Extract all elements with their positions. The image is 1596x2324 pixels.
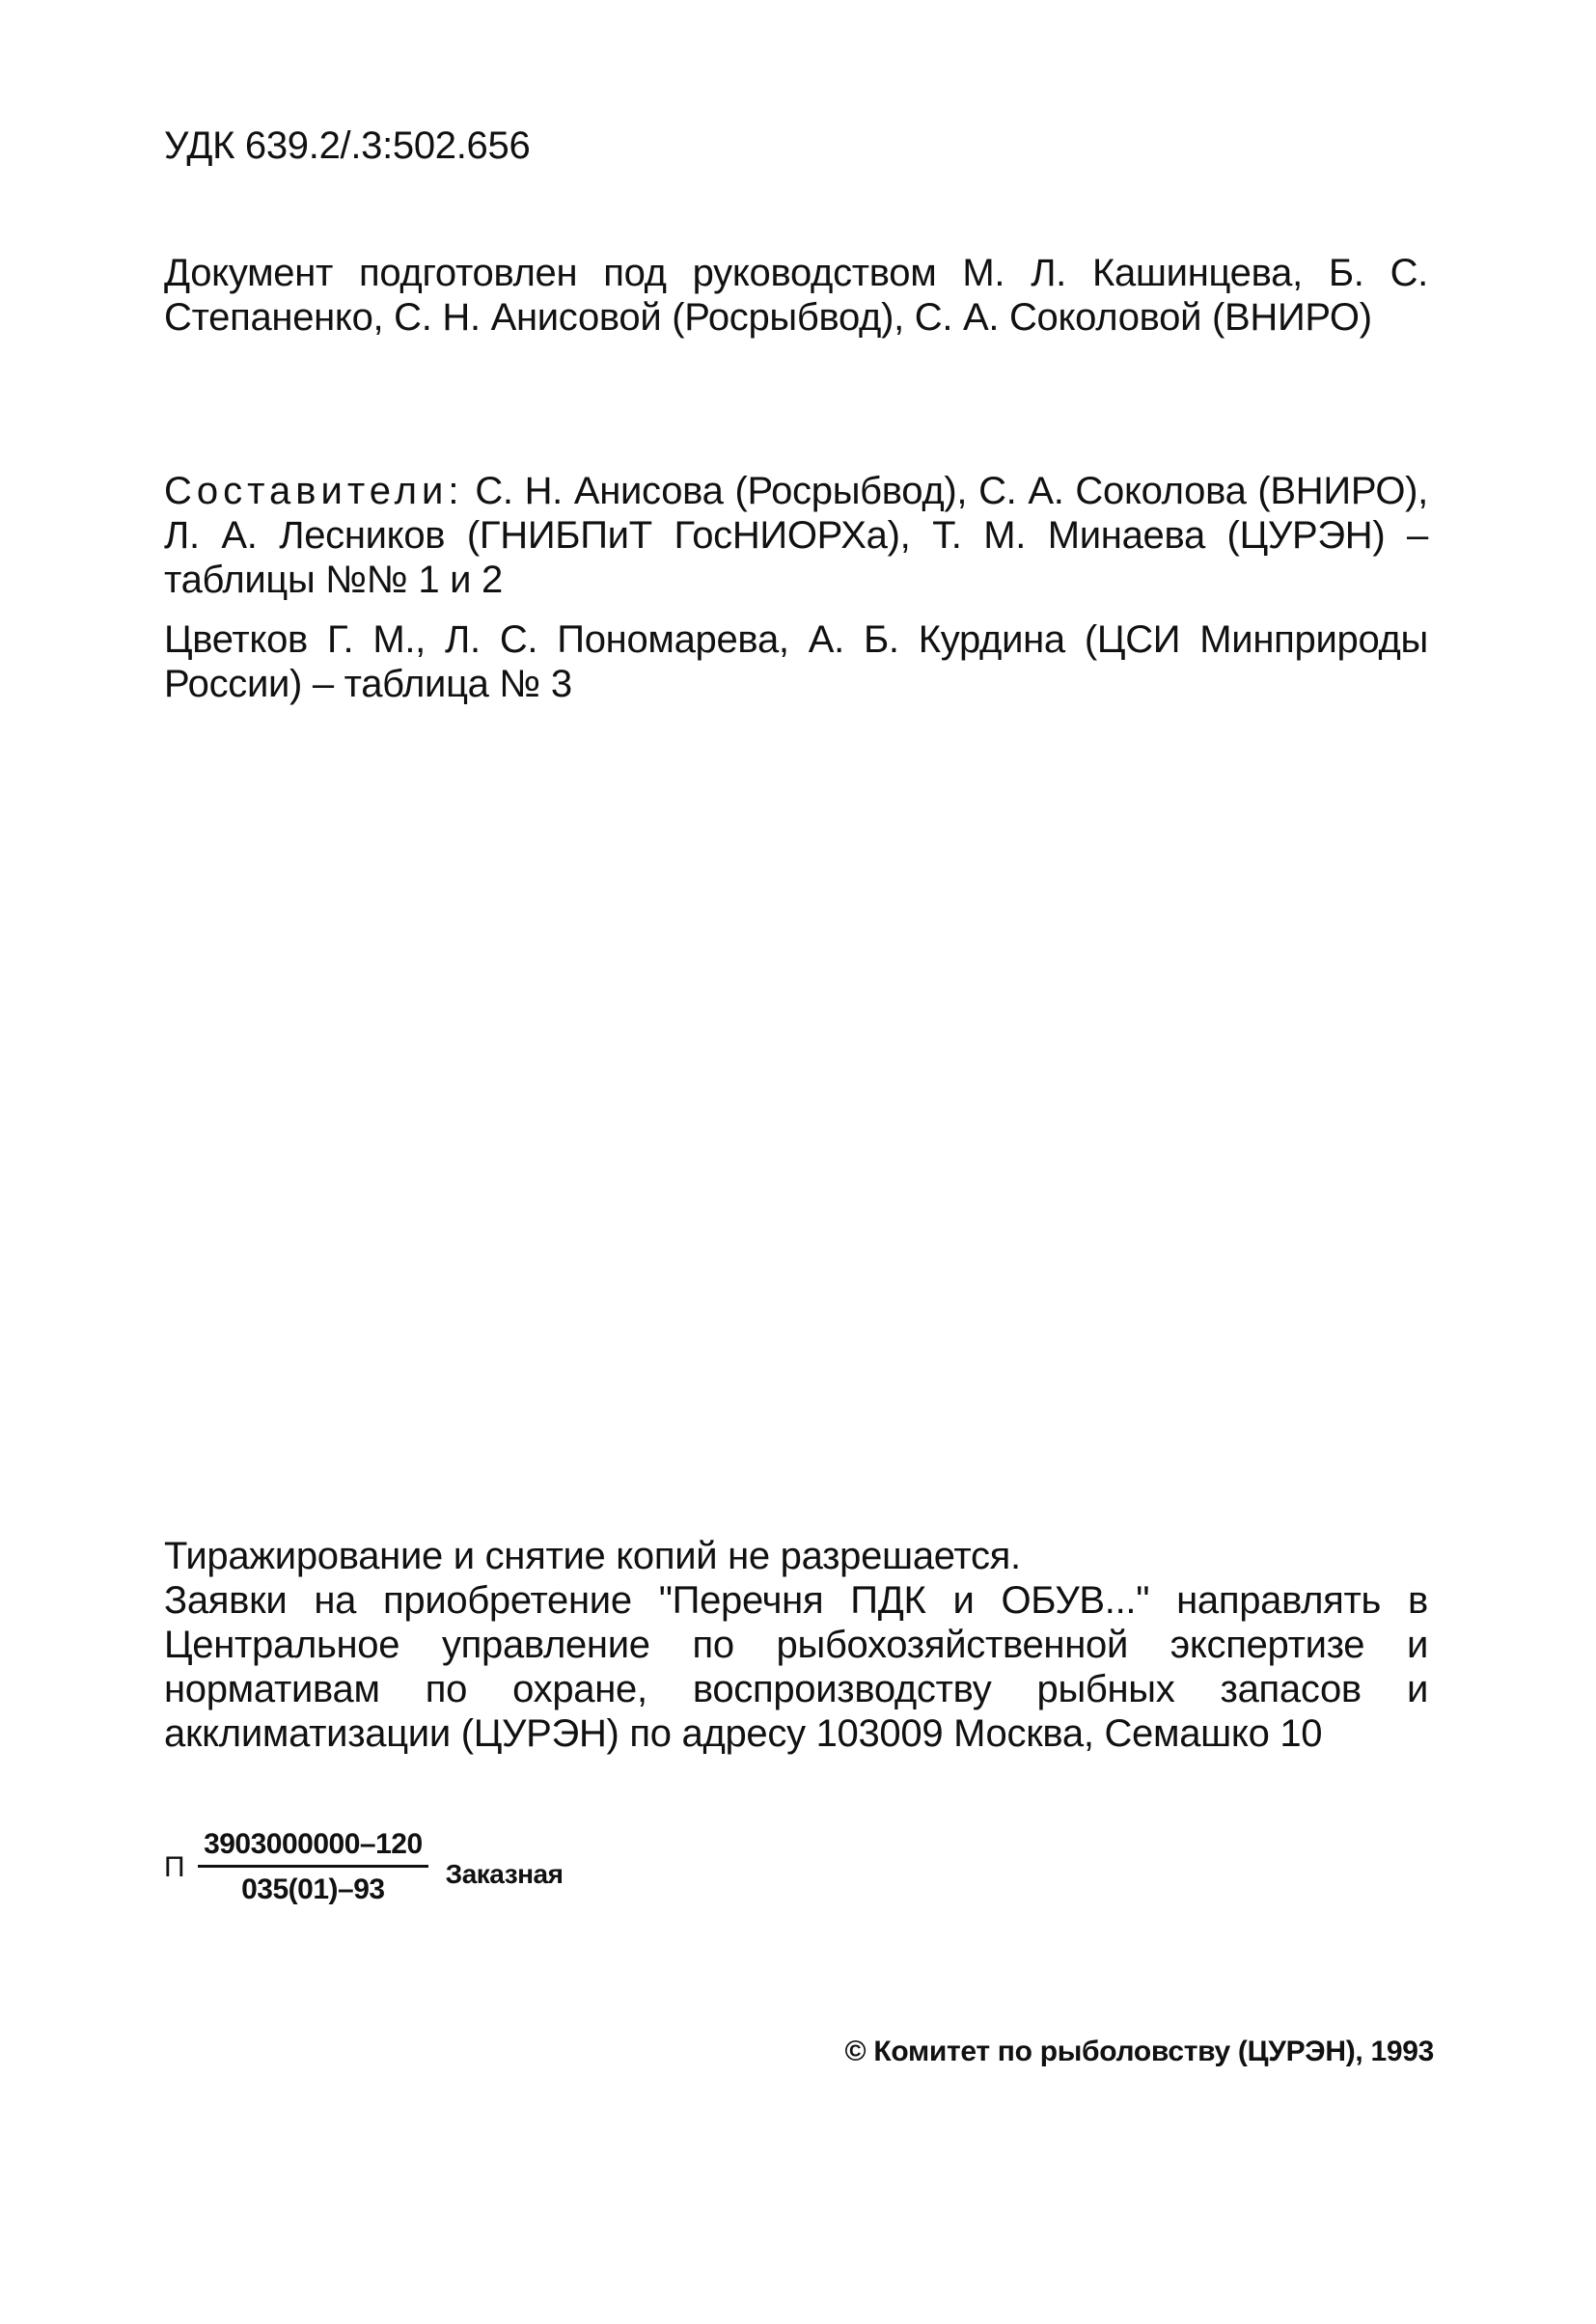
compilers-label: Составители: xyxy=(164,470,464,512)
orders-info-text: Заявки на приобретение "Перечня ПДК и ОБУВ..." направлять в Центральное управление по рыбохозяйственной экспертизе и нормативам по охране, воспроизводству рыбных запасов и акклиматизации (ЦУРЭН) по адресу 103009 Москва, Семашко 10 xyxy=(164,1579,1428,1755)
index-note: Заказная xyxy=(445,1858,564,1889)
index-fraction xyxy=(198,1828,428,1906)
index-prefix: П xyxy=(164,1850,185,1883)
compilers-second-group: Цветков Г. М., Л. С. Пономарева, А. Б. Курдина (ЦСИ Минприроды России) – таблица № 3 xyxy=(164,618,1428,705)
prepared-by-paragraph: Документ подготовлен под руководством М. Л. Кашинцева, Б. С. Степаненко, С. Н. Анисовой (Росрыбвод), С. А. Соколовой (ВНИРО) xyxy=(164,252,1428,339)
copy-restriction-text: Тиражирование и снятие копий не разрешается. xyxy=(164,1535,1021,1577)
copyright-line: © Комитет по рыболовству (ЦУРЭН), 1993 xyxy=(844,2036,1434,2067)
publication-index xyxy=(164,1828,563,1906)
compilers-paragraph xyxy=(164,469,1428,602)
index-denominator: 035(01)–93 xyxy=(241,1873,385,1905)
compilers-text: С. Н. Анисова (Росрыбвод), С. А. Соколова (ВНИРО), Л. А. Лесников (ГНИБПиТ ГосНИОРХа), Т. М. Минаева (ЦУРЭН) – таблицы №№ 1 и 2 xyxy=(164,470,1428,601)
notice-block xyxy=(164,1534,1428,1756)
index-numerator: 3903000000–120 xyxy=(198,1828,428,1868)
udk-code: УДК 639.2/.3:502.656 xyxy=(164,124,531,167)
